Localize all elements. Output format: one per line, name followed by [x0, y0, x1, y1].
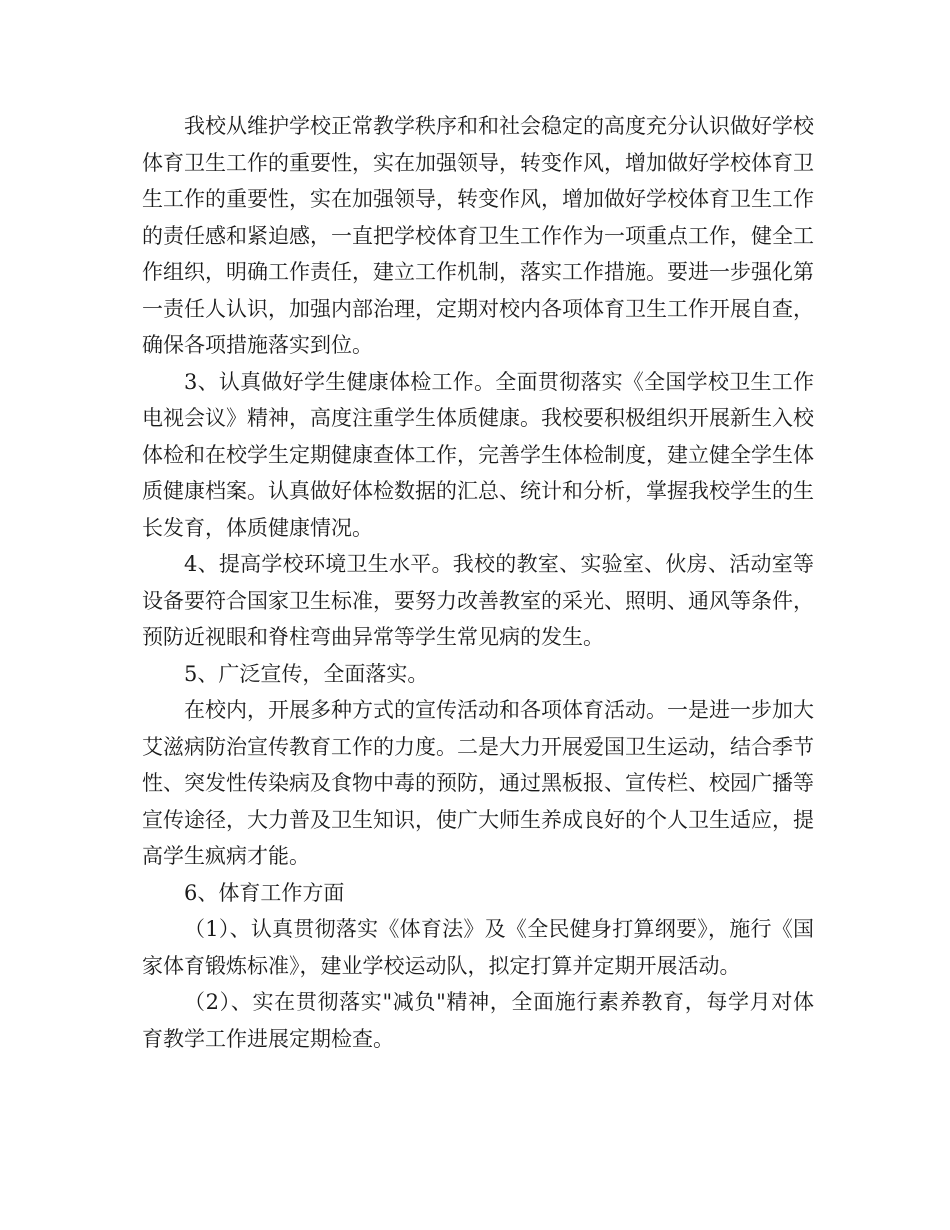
paragraph-publicity-activities: 在校内，开展多种方式的宣传活动和各项体育活动。一是进一步加大艾滋病防治宣传教育工作的力度。二是大力开展爱国卫生运动，结合季节性、突发性传染病及食物中毒的预防，通过黑板报、宣传栏、校园广播等宣传途径，大力普及卫生知识，使广大师生养成良好的个人卫生适应，提高学生疯病才能。: [142, 698, 814, 868]
paragraph-sports-item-1: （1）、认真贯彻落实《体育法》及《全民健身打算纲要》，施行《国家体育锻炼标准》，建业学校运动队，拟定打算并定期开展活动。: [142, 917, 814, 978]
paragraph-environment-hygiene: 4、提高学校环境卫生水平。我校的教室、实验室、伙房、活动室等设备要符合国家卫生标准，要努力改善教室的采光、照明、通风等条件，预防近视眼和脊柱弯曲异常等学生常见病的发生。: [142, 552, 814, 649]
paragraph-health-checkup: 3、认真做好学生健康体检工作。全面贯彻落实《全国学校卫生工作电视会议》精神，高度注重学生体质健康。我校要积极组织开展新生入校体检和在校学生定期健康查体工作，完善学生体检制度，建立健全学生体质健康档案。认真做好体检数据的汇总、统计和分析，掌握我校学生的生长发育，体质健康情况。: [142, 369, 814, 540]
paragraph-publicity-heading: 5、广泛宣传，全面落实。: [184, 661, 429, 686]
document-page: [142, 108, 814, 1057]
paragraph-school-responsibility: 我校从维护学校正常教学秩序和和社会稳定的高度充分认识做好学校体育卫生工作的重要性，实在加强领导，转变作风，增加做好学校体育卫生工作的重要性，实在加强领导，转变作风，增加做好学校体育卫生工作的责任感和紧迫感，一直把学校体育卫生工作作为一项重点工作，健全工作组织，明确工作责任，建立工作机制，落实工作措施。要进一步强化第一责任人认识，加强内部治理，定期对校内各项体育卫生工作开展自查，确保各项措施落实到位。: [142, 114, 814, 357]
paragraph-sports-item-2: （2）、实在贯彻落实"减负"精神，全面施行素养教育，每学月对体育教学工作进展定期检查。: [142, 990, 814, 1051]
paragraph-sports-heading: 6、体育工作方面: [184, 880, 345, 905]
